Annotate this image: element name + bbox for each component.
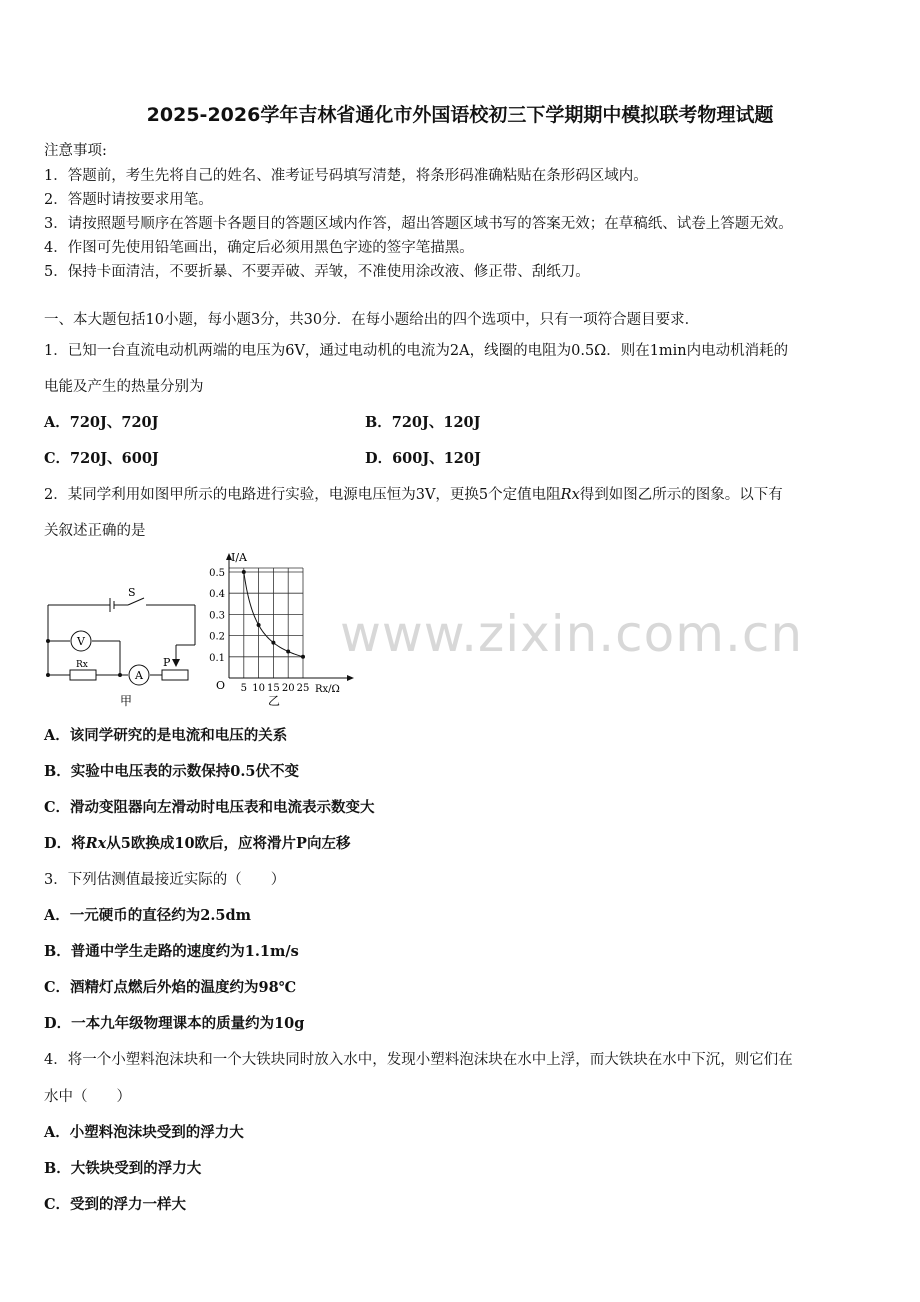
page-title: 2025-2026学年吉林省通化市外国语校初三下学期期中模拟联考物理试题 — [146, 104, 774, 126]
y-tick-label: 0.4 — [209, 589, 225, 601]
origin-label: O — [216, 679, 226, 692]
option-d-part: D．将 — [44, 835, 86, 852]
chart-caption: 乙 — [268, 694, 281, 708]
circuit-caption: 甲 — [120, 694, 133, 708]
watermark: www.zixin.com.cn — [340, 605, 804, 663]
data-point — [301, 655, 305, 659]
y-tick-label: 0.2 — [209, 631, 225, 643]
question-1-option-b: B．720J、120J — [365, 414, 481, 431]
x-tick-label: 15 — [267, 683, 280, 694]
question-3-option-b: B．普通中学生走路的速度约为1.1m/s — [44, 943, 299, 960]
resistor-label: Rx — [76, 660, 88, 670]
x-axis-arrow-icon — [347, 675, 354, 681]
question-2-option-a: A．该同学研究的是电流和电压的关系 — [44, 727, 288, 744]
data-point — [286, 650, 290, 654]
data-point — [242, 570, 246, 574]
question-2-stem-part: 得到如图乙所示的图象。以下有 — [579, 487, 783, 503]
x-axis-label: Rx/Ω — [315, 684, 340, 695]
switch-label: S — [128, 586, 136, 599]
x-tick-label: 5 — [240, 683, 247, 694]
current-resistance-chart — [200, 548, 360, 710]
notice-item: 1．答题前，考生先将自己的姓名、准考证号码填写清楚，将条形码准确粘贴在条形码区域内。 — [44, 168, 648, 184]
slider-label: P — [163, 656, 171, 669]
x-tick-label: 10 — [252, 683, 265, 694]
section-heading: 一、本大题包括10小题，每小题3分，共30分．在每小题给出的四个选项中，只有一项符合题目要求． — [44, 312, 700, 328]
question-4-option-a: A．小塑料泡沫块受到的浮力大 — [44, 1124, 244, 1141]
question-1-option-a: A．720J、720J — [44, 414, 159, 431]
y-tick-label: 0.5 — [209, 568, 225, 579]
notice-item: 2．答题时请按要求用笔。 — [44, 192, 213, 208]
option-d-part: 从5欧换成10欧后，应将滑片P向左移 — [106, 835, 351, 852]
y-tick-label: 0.3 — [209, 610, 225, 622]
voltmeter-label: V — [77, 635, 85, 648]
notice-item: 5．保持卡面清洁，不要折暴、不要弄破、弄皱，不准使用涂改液、修正带、刮纸刀。 — [44, 264, 590, 280]
question-4-stem: 4．将一个小塑料泡沫块和一个大铁块同时放入水中，发现小塑料泡沫块在水中上浮，而大铁块在水中下沉，则它们在 — [44, 1052, 793, 1068]
question-2-stem-part: 2．某同学利用如图甲所示的电路进行实验，电源电压恒为3V，更换5个定值电阻 — [44, 487, 561, 503]
data-point — [271, 641, 275, 645]
x-tick-label: 25 — [296, 683, 310, 694]
question-1-stem-cont: 电能及产生的热量分别为 — [44, 379, 204, 395]
question-3-option-a: A．一元硬币的直径约为2.5dm — [44, 907, 251, 924]
question-4-option-b: B．大铁块受到的浮力大 — [44, 1160, 202, 1177]
y-tick-label: 0.1 — [209, 652, 225, 664]
rx-symbol: Rx — [85, 835, 107, 852]
question-4-option-c: C．受到的浮力一样大 — [44, 1196, 187, 1213]
question-3-option-d: D．一本九年级物理课本的质量约为10g — [44, 1015, 305, 1032]
y-axis-label: I/A — [231, 551, 247, 564]
rx-symbol: Rx — [560, 487, 580, 503]
data-point — [257, 623, 261, 627]
notice-item: 4．作图可先使用铅笔画出，确定后必须用黑色字迹的签字笔描黑。 — [44, 240, 474, 256]
question-2-option-c: C．滑动变阻器向左滑动时电压表和电流表示数变大 — [44, 799, 375, 816]
x-tick-label: 20 — [281, 683, 295, 694]
question-2-option-b: B．实验中电压表的示数保持0.5伏不变 — [44, 763, 299, 780]
question-4-stem-cont: 水中（ ） — [44, 1089, 131, 1105]
circuit-diagram — [40, 585, 210, 710]
question-2-stem-cont: 关叙述正确的是 — [44, 523, 146, 539]
notice-heading: 注意事项: — [44, 143, 107, 159]
question-3-option-c: C．酒精灯点燃后外焰的温度约为98℃ — [44, 979, 297, 996]
question-2-option-d — [44, 832, 350, 853]
question-1-option-c: C．720J、600J — [44, 450, 159, 467]
notice-item: 3．请按照题号顺序在答题卡各题目的答题区域内作答，超出答题区域书写的答案无效；在草稿纸、试卷上答题无效。 — [44, 216, 793, 232]
slider-arrow-icon — [172, 659, 180, 667]
question-1-option-d: D．600J、120J — [365, 450, 481, 467]
question-3-stem: 3．下列估测值最接近实际的（ ） — [44, 872, 286, 888]
ammeter-label: A — [135, 669, 143, 682]
question-2-stem — [44, 483, 783, 504]
question-1-stem: 1．已知一台直流电动机两端的电压为6V，通过电动机的电流为2A，线圈的电阻为0.5Ω．则在1min内电动机消耗的 — [44, 343, 789, 359]
